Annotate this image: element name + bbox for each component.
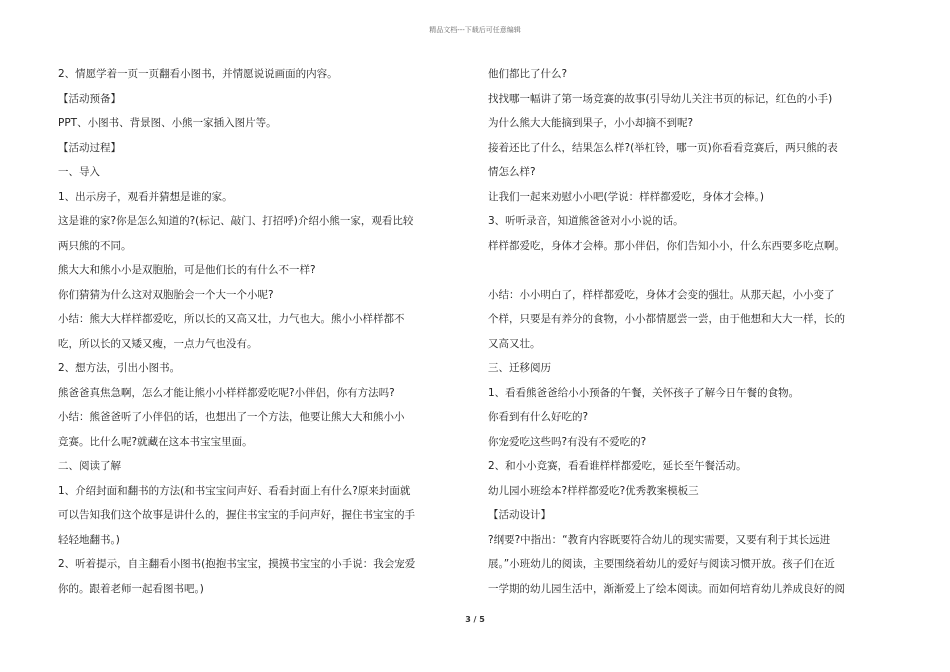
- text-line: 他们都比了什么?: [488, 68, 568, 80]
- text-line: 你看到有什么好吃的?: [488, 411, 589, 423]
- text-line: 你宠爱吃这些吗?有没有不爱吃的?: [488, 435, 647, 448]
- text-line: 3、听听录音，知道熊爸爸对小小说的话。: [488, 215, 684, 227]
- text-line: 小结：熊爸爸听了小伴侣的话，也想出了一个方法，他要让熊大大和熊小小: [58, 411, 405, 423]
- text-line: 轻轻地翻书。): [58, 533, 120, 546]
- text-line: 你们猜猜为什么这对双胞胎会一个大一个小呢?: [58, 288, 274, 301]
- text-line: 熊大大和熊小小是双胞胎，可是他们长的有什么不一样?: [58, 264, 316, 276]
- text-line: 1、介绍封面和翻书的方法(和书宝宝问声好、看看封面上有什么?原来封面就: [58, 484, 411, 497]
- text-line: 两只熊的不同。: [58, 239, 132, 252]
- text-line: 竞赛。比什么呢?就藏在这本书宝宝里面。: [58, 435, 253, 448]
- text-line: 个样，只要是有养分的食物，小小都情愿尝一尝，由于他想和大大一样，长的: [488, 313, 845, 325]
- text-line: 让我们一起来劝慰小小吧(学说：样样都爱吃，身体才会棒。): [488, 190, 764, 203]
- page-header: 精品文档---下载后可任意编辑: [429, 26, 521, 34]
- text-line: 一学期的幼儿园生活中，渐渐爱上了绘本阅读。而如何培育幼儿养成良好的阅: [488, 582, 845, 595]
- left-column: [58, 62, 463, 601]
- text-line: 小结：熊大大样样都爱吃，所以长的又高又壮，力气也大。熊小小样样都不: [58, 313, 405, 325]
- text-line: 1、出示房子，观看并猜想是谁的家。: [58, 190, 233, 203]
- text-line: 你的。跟着老师一起看图书吧。): [58, 582, 204, 595]
- text-line: [488, 258, 893, 283]
- text-line: 情怎么样?: [488, 166, 536, 178]
- text-line: 2、和小小竞赛，看看谁样样都爱吃，延长至午餐活动。: [488, 460, 747, 472]
- text-line: PPT、小图书、背景图、小熊一家插入图片等。: [58, 117, 277, 129]
- text-line: 【活动过程】: [58, 141, 121, 154]
- text-line: 样样都爱吃，身体才会棒。那小伴侣，你们告知小小，什么东西要多吃点啊。: [488, 239, 845, 252]
- text-line: 【活动预备】: [58, 92, 121, 105]
- text-line: 一、导入: [58, 166, 100, 178]
- right-column: [488, 62, 893, 601]
- text-line: 展。”小班幼儿的阅读，主要围绕着幼儿的爱好与阅读习惯开放。孩子们在近: [488, 558, 835, 570]
- text-line: 又高又壮。: [488, 337, 541, 350]
- text-line: 可以告知我们这个故事是讲什么的，握住书宝宝的手问声好，握住书宝宝的手: [58, 509, 415, 521]
- text-line: 【活动设计】: [488, 509, 551, 521]
- page-number: 3 / 5: [465, 615, 485, 624]
- text-line: 小结：小小明白了，样样都爱吃，身体才会变的强壮。从那天起，小小变了: [488, 288, 835, 301]
- text-line: 三、迁移阅历: [488, 362, 551, 374]
- text-line: 二、阅读了解: [58, 460, 121, 472]
- text-line: 找找哪一幅讲了第一场竞赛的故事(引导幼儿关注书页的标记，红色的小手): [488, 92, 833, 105]
- text-line: ?纲要?中指出：“教育内容既要符合幼儿的现实需要，又要有利于其长远进: [488, 533, 831, 546]
- text-line: 这是谁的家?你是怎么知道的?(标记、敲门、打招呼)介绍小熊一家，观看比较: [58, 215, 414, 227]
- text-line: 2、想方法，引出小图书。: [58, 362, 181, 374]
- text-line: 为什么熊大大能摘到果子，小小却摘不到呢?: [488, 117, 694, 129]
- text-line: 1、看看熊爸爸给小小预备的午餐，关怀孩子了解今日午餐的食物。: [488, 386, 800, 399]
- text-line: 熊爸爸真焦急啊，怎么才能让熊小小样样都爱吃呢?小伴侣，你有方法吗?: [58, 386, 395, 399]
- text-line: 2、听着提示，自主翻看小图书(抱抱书宝宝，摸摸书宝宝的小手说：我会宠爱: [58, 558, 416, 570]
- text-line: 2、情愿学着一页一页翻看小图书，并情愿说说画面的内容。: [58, 68, 338, 80]
- text-line: 接着还比了什么，结果怎么样?(举杠铃，哪一页)你看看竞赛后，两只熊的表: [488, 141, 838, 154]
- text-line: 幼儿园小班绘本?样样都爱吃?优秀教案模板三: [488, 484, 699, 497]
- text-line: 吃，所以长的又矮又瘦，一点力气也没有。: [58, 337, 258, 350]
